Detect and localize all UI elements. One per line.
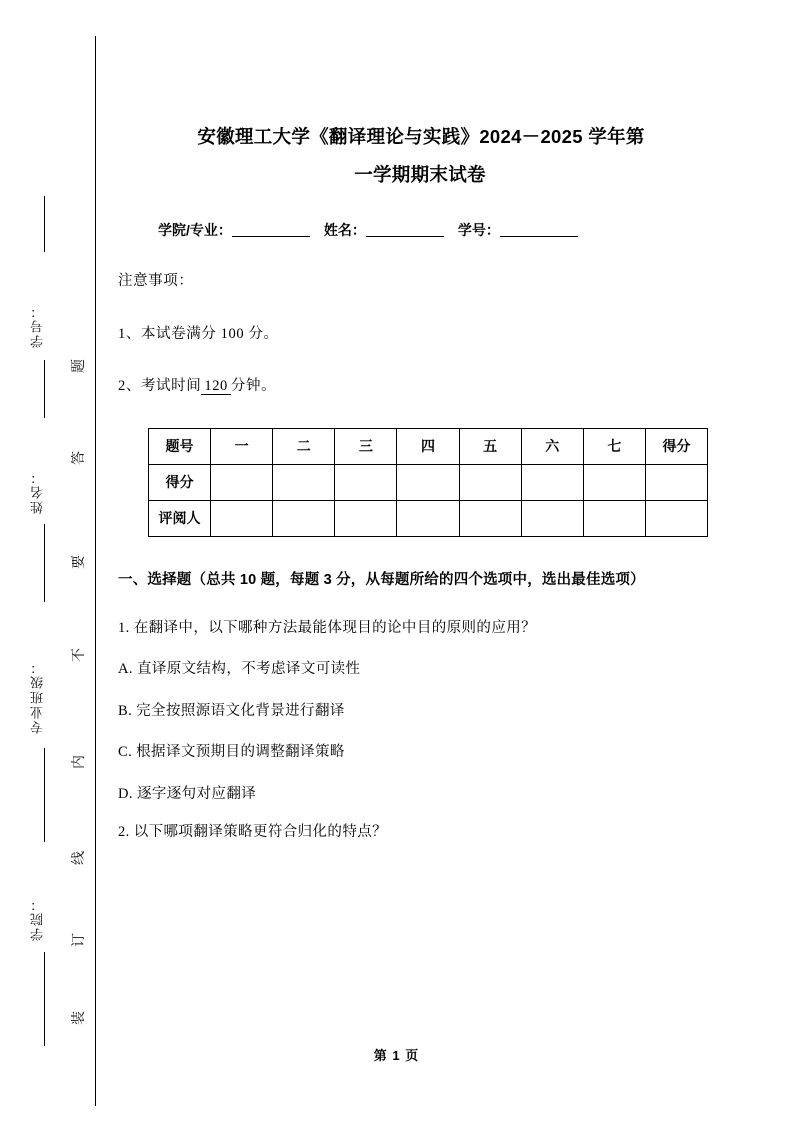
- score-col-6: 六: [521, 428, 583, 464]
- option-c-label: C.: [118, 744, 133, 760]
- title-line-2: 一学期期末试卷: [354, 164, 486, 185]
- sidebar-field-name: 姓名：: [30, 469, 45, 514]
- option-a-label: A.: [118, 661, 133, 677]
- score-col-3: 三: [335, 428, 397, 464]
- sidebar-rule-3: [44, 524, 45, 602]
- score-cell[interactable]: [211, 464, 273, 500]
- seal-char-2: 要: [72, 555, 87, 569]
- name-blank[interactable]: [366, 236, 444, 237]
- seal-char-4: 内: [72, 755, 87, 769]
- score-col-2: 二: [273, 428, 335, 464]
- option-c-text: 根据译文预期目的调整翻译策略: [136, 744, 345, 760]
- grader-cell[interactable]: [211, 500, 273, 536]
- question-2-number: 2.: [118, 824, 130, 840]
- question-1-text: 在翻译中，以下哪种方法最能体现目的论中目的原则的应用？: [133, 619, 537, 636]
- exam-duration-value: 120: [201, 379, 231, 395]
- question-2: [118, 801, 718, 840]
- option-b-label: B.: [118, 702, 133, 719]
- exam-content: [118, 0, 718, 1122]
- table-row-header: [149, 428, 708, 464]
- grader-cell[interactable]: [335, 500, 397, 536]
- college-major-blank[interactable]: [232, 236, 310, 237]
- grader-cell[interactable]: [521, 500, 583, 536]
- sidebar-field-student-id: 学号：: [30, 303, 45, 348]
- question-2-text: 以下哪项翻译策略更符合归化的特点？: [133, 824, 388, 840]
- option-d-label: D.: [118, 785, 133, 802]
- score-row-label-2: 评阅人: [149, 500, 211, 536]
- sidebar-field-class: 专业班级：: [30, 659, 45, 734]
- student-info-row: [118, 194, 718, 240]
- score-row-label-0: 题号: [149, 428, 211, 464]
- question-1-option-c[interactable]: [118, 718, 718, 760]
- sidebar-rule-4: [44, 748, 45, 842]
- grader-cell[interactable]: [459, 500, 521, 536]
- question-1-option-d[interactable]: [118, 760, 718, 802]
- question-1-number: 1.: [118, 619, 130, 636]
- question-1-option-b[interactable]: [118, 677, 718, 719]
- score-col-1: 一: [211, 428, 273, 464]
- grader-cell[interactable]: [273, 500, 335, 536]
- note-item-1: 1、本试卷满分 100 分。: [118, 325, 279, 342]
- score-table-container: [118, 395, 718, 537]
- name-label: 姓名：: [323, 222, 366, 238]
- section-heading-multiple-choice: 一、选择题（总共 10 题，每题 3 分，从每题所给的四个选项中，选出最佳选项）: [118, 571, 645, 588]
- score-col-7: 七: [583, 428, 645, 464]
- seal-char-0: 题: [72, 359, 87, 373]
- score-cell[interactable]: [521, 464, 583, 500]
- binding-vertical-rule: [95, 36, 96, 1106]
- grader-cell[interactable]: [397, 500, 459, 536]
- sidebar-rule-2: [44, 360, 45, 418]
- page-footer: [0, 1045, 793, 1064]
- score-cell[interactable]: [459, 464, 521, 500]
- seal-char-5: 线: [72, 851, 87, 865]
- seal-char-1: 答: [72, 451, 87, 465]
- seal-char-6: 订: [72, 933, 87, 947]
- page-number: 第 1 页: [373, 1048, 420, 1063]
- score-table: [148, 428, 708, 537]
- option-a-text: 直译原文结构，不考虑译文可读性: [136, 661, 361, 677]
- grader-cell[interactable]: [583, 500, 645, 536]
- score-cell[interactable]: [273, 464, 335, 500]
- note-2-suffix: 分钟。: [230, 378, 277, 394]
- note-2-prefix: 2、考试时间: [118, 378, 202, 394]
- student-id-label: 学号：: [457, 222, 500, 238]
- score-col-5: 五: [459, 428, 521, 464]
- sidebar-field-college: 学院：: [30, 896, 45, 941]
- note-item-2: [118, 341, 718, 395]
- score-col-total: 得分: [645, 428, 707, 464]
- title-line-1: 安徽理工大学《翻译理论与实践》2024－2025 学年第: [197, 126, 645, 147]
- seal-char-3: 不: [72, 648, 87, 662]
- score-cell[interactable]: [397, 464, 459, 500]
- question-1-option-a[interactable]: [118, 635, 718, 677]
- sidebar-rule-5: [44, 952, 45, 1046]
- student-id-blank[interactable]: [500, 236, 578, 237]
- question-1: [118, 597, 718, 636]
- notes-heading: 注意事项：: [118, 273, 194, 289]
- seal-char-7: 装: [72, 1011, 87, 1025]
- score-col-4: 四: [397, 428, 459, 464]
- option-d-text: 逐字逐句对应翻译: [136, 785, 257, 802]
- table-row: [149, 500, 708, 536]
- college-major-label: 学院/专业：: [158, 222, 232, 238]
- score-row-label-1: 得分: [149, 464, 211, 500]
- page-title: [118, 0, 718, 194]
- score-cell[interactable]: [645, 464, 707, 500]
- option-b-text: 完全按照源语文化背景进行翻译: [136, 702, 345, 719]
- score-cell[interactable]: [335, 464, 397, 500]
- grader-cell[interactable]: [645, 500, 707, 536]
- sidebar-rule-1: [44, 196, 45, 252]
- score-cell[interactable]: [583, 464, 645, 500]
- table-row: [149, 464, 708, 500]
